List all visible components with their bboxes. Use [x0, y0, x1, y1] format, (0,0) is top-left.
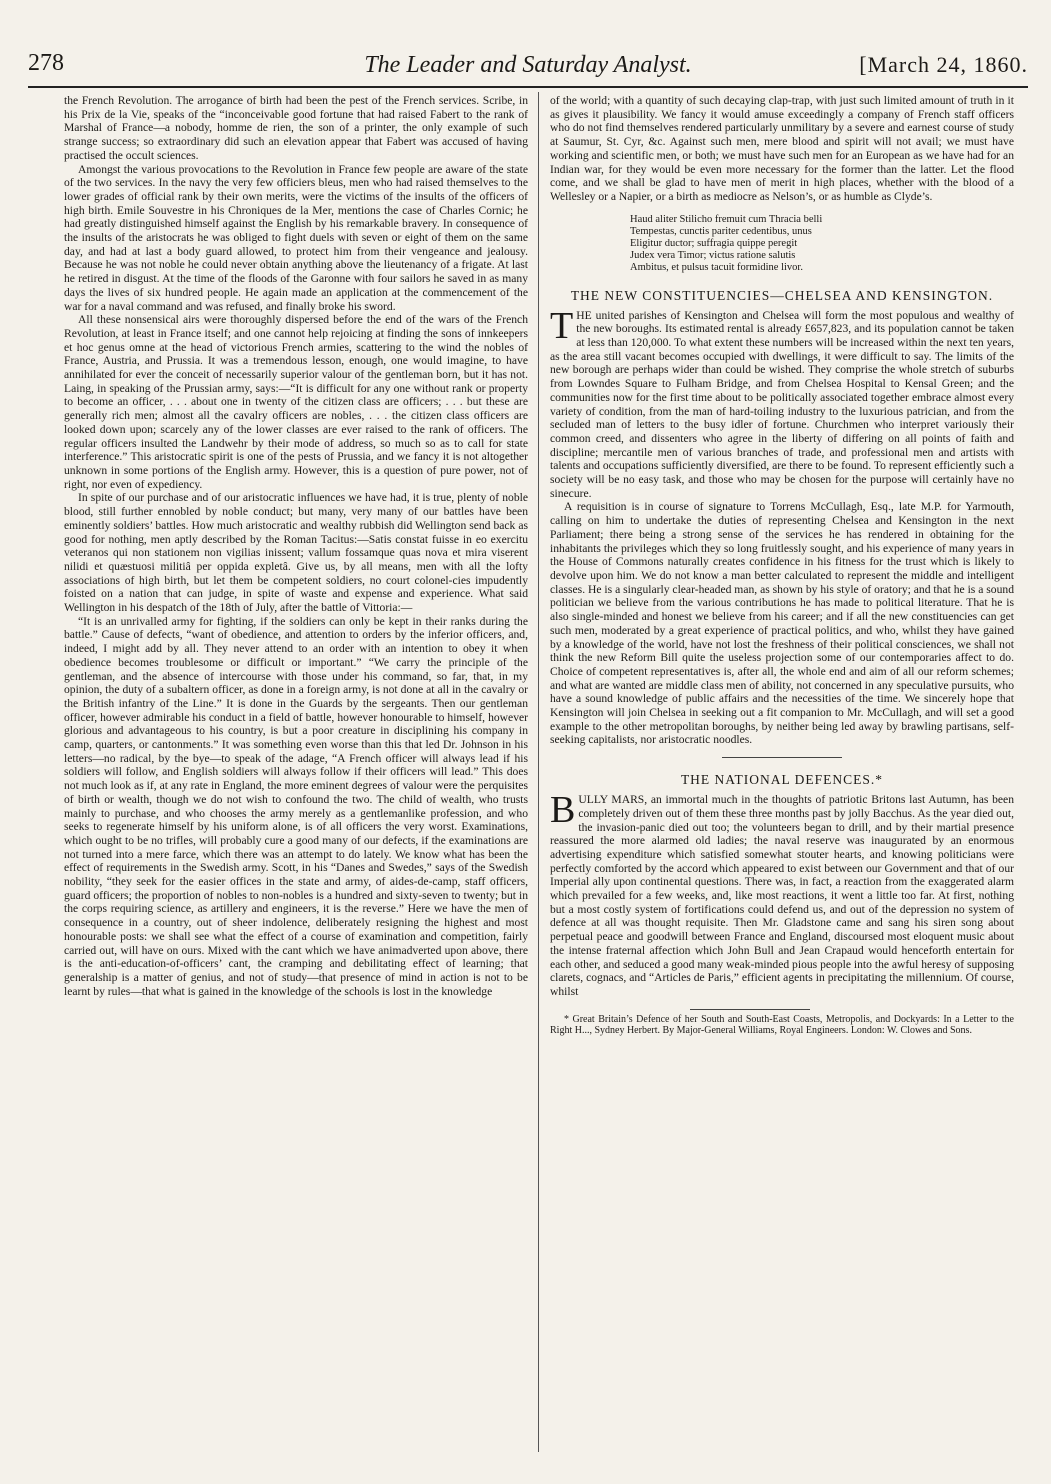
page-number: 278: [28, 50, 64, 76]
drop-cap: B: [550, 789, 576, 832]
section-title-defences: THE NATIONAL DEFENCES.*: [680, 772, 884, 788]
paragraph: “It is an unrivalled army for fighting, if the soldiers can only be kept in their ranks during the battle.” Cause of defects, “want of obedience, and attention to orders by the inferior officers, and, indeed, I might add by all. They never attend to an order with an intention to obey it when obedience becomes troublesome or difficult or important.” “We carry the principle of the gentleman, and the absence of intercourse with those under his command, so far, that, in my opinion, the duty of a subaltern officer, as done in a foreign army, is not done at all in the cavalry or the British infantry of the Line.” It is done in the Guards by the sergeants. Then our gentleman officer, however admirable his conduct in a field of battle, however honourable to himself, however glorious and advantageous to his country, is but a poor creature in disciplining his company in camp, quarters, or cantonments.” It was something even worse than this that led Dr. Johnson in his letters—no radical, by the bye—to speak of the adage, “A French officer will always lead if his soldiers will follow, and English soldiers will always follow if their officers will lead.” This does not much look as if, at any rate in England, the more eminent degrees of valour were the perquisites of birth or wealth, though we do not wish to confound the two. The child of wealth, who trusts mainly to purchase, and who chooses the army merely as a gentlemanlike profession, and who seeks to regenerate himself by his uniform alone, is of all officers the very worst. Examinations, which ought to be no trifles, will probably cure a good many of our defects, if the examinations are not turned into a mere farce, which there was an attempt to do lately. We know what has been the effect of requirements in the Swedish army. Scott, in his “Danes and Swedes,” says of the Swedish nobility, “they seek for the easier offices in the state and army, of aides-de-camp, staff officers, guard officers; the proportion of nobles to non-nobles is a hundred and sixty-seven to twenty; but in the corps requiring science, as artillery and engineers, it is the reverse.” Here we have the men of consequence in a country, out of sheer indolence, deliberately resigning the highest and most honourable posts: we shall see what the effect of a course of examination and competition, fairly carried out, will have on ours. Mixed with the cant which we have animadverted upon above, there is the anti-education-of-officers’ cant, the cramping and debilitating effect of learning; that generalship is a matter of genius, and not of study—that presence of mind in action is not to be learnt by rules—that what is gained in the knowledge of the schools is lost in the knowledge: [64, 614, 528, 998]
quote-line: Eligitur ductor; suffragia quippe peregit: [630, 237, 798, 249]
paragraph: [550, 789, 1014, 999]
paragraph-text: ULLY MARS, an immortal much in the thoughts of patriotic Britons last Autumn, has been completely driven out of them these three months past by jolly Bacchus. As the year died out, the invasion-panic died out too; the volunteers began to drill, and by their martial presence reassured the more alarmed old ladies; the naval reserve was inaugurated by an enormous advertising expenditure which satisfied somewhat stouter hearts, and knowing politicians were perfectly comforted by the accord which appeared to exist between our Government and that of our Imperial ally upon continental questions. There was, in fact, a reaction from the exaggerated alarm which prevailed for a few weeks, and, like most reactions, it went a little too far. At first, nothing but a most costly system of fortifications could defend us, and out of the depression no system of defence at all was thought requisite. Then Mr. Gladstone came and sang his siren song about perpetual peace and goodwill between France and England, discoursed most eloquent music about the intense fraternal affection which John Bull and Jean Crapaud would henceforth entertain for each other, and seduced a good many weak-minded pious people into the awful heresy of supposing clarets, cognacs, and “Articles de Paris,” efficient agents in precipitating the millennium. Of course, whilst: [550, 793, 1014, 998]
quote-line: Ambitus, et pulsus tacuit formidine livor.: [630, 261, 803, 273]
issue-date: [March 24, 1860.: [859, 52, 1028, 77]
quote-line: Tempestas, cunctis pariter cedentibus, unus: [630, 225, 812, 237]
paragraph: the French Revolution. The arrogance of birth had been the pest of the French services. Scribe, in his Prix de la Vie, speaks of the “inconceivable good fortune that had raised Fabert to the rank of Marshal of France—a nobody, homme de rien, the son of a printer, the only example of such strange success; so extraordinary did such an elevation appear that Fabert was accused of having practised the occult sciences.: [64, 94, 528, 162]
paragraph: All these nonsensical airs were thoroughly dispersed before the end of the wars of the French Revolution, at least in France itself; and one cannot help rejoicing at finding the sons of innkeepers et hoc genus omne at the head of victorious French armies, scattering to the wind the nobles of France, Austria, and Prussia. It was a tremendous lesson, enough, one would imagine, to have annihilated for ever the conceit of necessarily superior valour of the gentleman born, but it has not. Laing, in speaking of the Prussian army, says:—“It is difficult for any one without rank or property to become an officer, . . . about one in twenty of the citizen class are officers; . . . but these are generally rich men; almost all the cavalry officers are nobles, . . . the citizen class officers are looked down upon; scarcely any of the lower classes are ever raised to the rank of officers. The regular officers insulted the Landwehr by their mode of address, so much so as to call for state interference.” This aristocratic spirit is one of the pests of Prussia, and we fancy it is not altogether unknown in some portions of the English army. However, this is a question of pure power, not of right, nor even of expediency.: [64, 313, 528, 491]
section-title-constituencies: THE NEW CONSTITUENCIES—CHELSEA AND KENSINGTON.: [570, 287, 994, 303]
paragraph: [550, 304, 1014, 501]
section-separator: [722, 757, 842, 758]
quote-line: Haud aliter Stilicho fremuit cum Thracia belli: [630, 213, 823, 225]
paragraph: of the world; with a quantity of such decaying clap-trap, with just such limited amount of truth in it as gives it plausibility. We fancy it would amuse exceedingly a company of French staff officers who do not find themselves rendered particularly unmilitary by a severe and earnest course of study at Saumur, St. Cyr, &c. Against such men, mere blood and spirit will not avail; we must have working and scientific men, or both; we must have such men for an European as we have had for an Indian war, for they would be even more necessary for the former than the latter. Let the flood come, and we shall be glad to have men of merit in high places, whether with the blood of a Wellesley or a Napier, or a birth as mediocre as Nelson’s, or as humble as Clyde’s.: [550, 94, 1014, 203]
latin-quote: [630, 214, 1014, 274]
publication-title: The Leader and Saturday Analyst.: [364, 52, 692, 78]
page-header: [28, 50, 1028, 82]
quote-line: Judex vera Timor; victus ratione salutis: [630, 249, 796, 261]
column-divider: [538, 92, 539, 1452]
paragraph: In spite of our purchase and of our aristocratic influences we have had, it is true, plenty of noble blood, still further ennobled by noble conduct; but many, very many of our battles have been eminently soldiers’ battles. How much aristocratic and wealthy rubbish did Wellington send back as good for nothing, men aptly described by the Roman Tacitus:—Satis constat fuisse in eo exercitu veteranos qui non stationem non vigilias inissent; vallum fossamque quas nova et mira viserent nilidi et quæstuosi militiâ per oppida expletâ. Give us, by all means, men with all the lofty associations of high birth, but let them be competent soldiers, no court colonel-cies impudently foisted on a nation that can judge, in spite of waste and expense and experience. What said Wellington in his despatch of the 18th of July, after the battle of Vittoria:—: [64, 491, 528, 615]
drop-cap: T: [550, 304, 574, 347]
left-column: [64, 94, 528, 1474]
footnote: * Great Britain’s Defence of her South and South-East Coasts, Metropolis, and Dockyards: In a Letter to the Right H..., Sydney Herbert. By Major-General Williams, Royal Engineers. London: W. Clowes and Sons.: [550, 1013, 1014, 1037]
right-column: [550, 94, 1014, 1474]
paragraph: Amongst the various provocations to the Revolution in France few people are aware of the state of the two services. In the navy the very few officiers bleus, men who had raised themselves to the lower grades of official rank by their own merits, were the victims of the insults of the officers of high birth. Emile Souvestre in his Chroniques de la Mer, mentions the case of Charles Cornic; he had greatly distinguished himself against the English by his remarkable bravery. In consequence of the insults of the aristocrats he was obliged to fight duels with seven or eight of them on the same day, and had at last a body guard allowed, to protect him from their vengeance and jealousy. Because he was not noble he could never obtain anything above the lieutenancy of a frigate. At last he retired in disgust. At the time of the floods of the Garonne with four sailors he saved in as many days the lives of six hundred people. He again made an application at the commencement of the war for a naval command and was refused, and finally broke his sword.: [64, 162, 528, 313]
paragraph: A requisition is in course of signature to Torrens McCullagh, Esq., late M.P. for Yarmouth, calling on him to undertake the duties of representing Chelsea and Kensington in the next Parliament; there being a strong sense of the services he has rendered in obtaining for the inhabitants the privileges which they so long fruitlessly sought, and his experience of many years in the House of Commons naturally creates confidence in his fitness for the trust which is likely to devolve upon him. We do not know a man better calculated to represent the middle and intelligent classes. He is a singularly clear-headed man, as shown by his style of oratory; and that he is a sound politician we believe from the various contributions he has made to political literature. That he is also single-minded and honest we believe from his career; and if all the new constituencies can get such men, moderated by a great experience of practical politics, and who, whilst they have gained by a knowledge of the world, have not lost the freshness of their political consciences, we shall not think the new Reform Bill quite the useless projection some of our contemporaries affect to do. Choice of competent representatives is, after all, the whole end and aim of all our reform schemes; and what are wanted are middle class men of ability, not concerned in any speculative pursuits, who have a sound knowledge of public affairs and the necessities of the time. We sincerely hope that Kensington will join Chelsea in seeking out a fit companion to Mr. McCullagh, and will set a good example to the other metropolitan boroughs, by neither being led away by brawling partisans, self-seeking capitalists, nor aristocratic noodles.: [550, 500, 1014, 747]
paragraph-text: HE united parishes of Kensington and Chelsea will form the most populous and wealthy of the new boroughs. Its estimated rental is already £657,823, and its population cannot be taken at less than 120,000. To what extent these numbers will be increased within the next ten years, as the area still vacant becomes occupied with dwellings, it were difficult to say. The limits of the new borough are perhaps wider than could be wished. They comprise the whole stretch of suburbs from Lowndes Square to Fulham Bridge, and from Chelsea Hospital to Kensal Green; and the communities now for the first time about to be politically associated together embrace almost every variety of condition, from the man of hard-toiling industry to the luxurious patrician, and from the secluded man of letters to the busy idler of fortune. Churchmen who interpret variously their common creed, and dissenters who agree in the liberty of differing on all points of faith and discipline; mercantile men of various branches of trade, and professional men and artists with talents and occupations sufficiently diversified, are there to be found. To represent efficiently such a society will be no easy task, and those who may be chosen for the purpose will certainly have no sinecure.: [550, 308, 1014, 500]
footnote-rule: [690, 1009, 810, 1010]
header-rule: [28, 86, 1028, 88]
